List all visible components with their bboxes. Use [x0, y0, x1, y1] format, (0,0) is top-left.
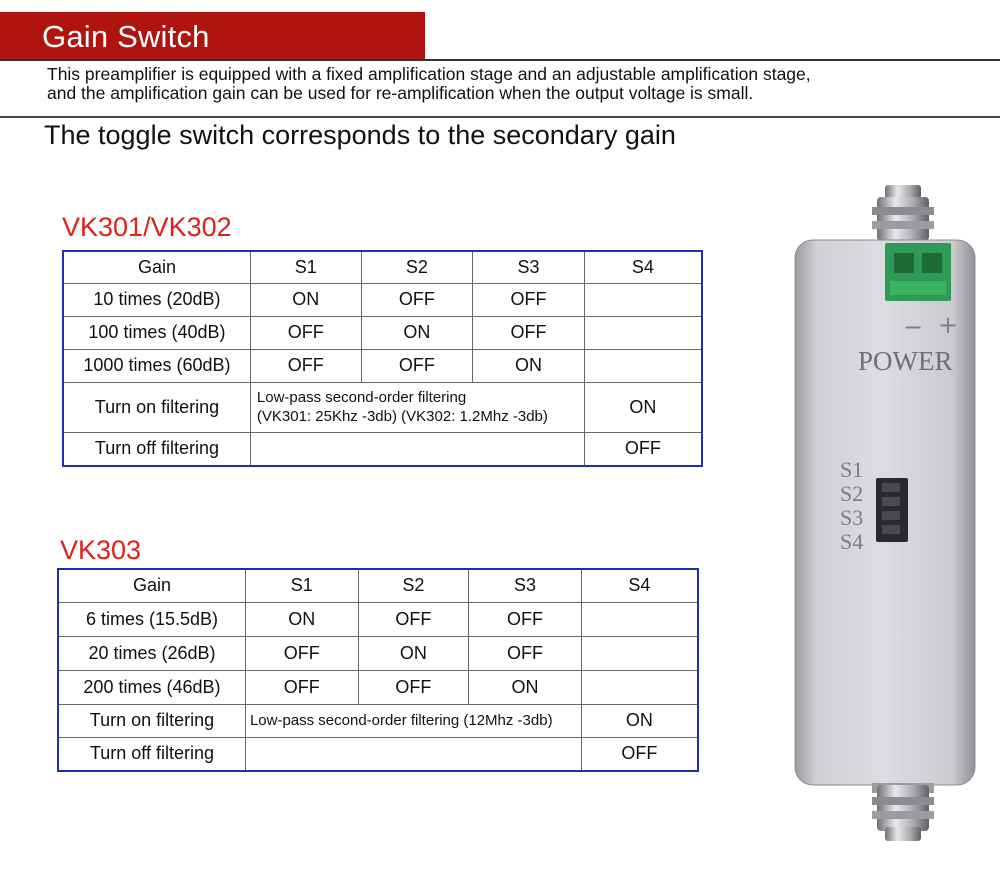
intro-text [47, 65, 987, 103]
switch-state-cell [584, 316, 702, 349]
table-row [63, 316, 702, 349]
gain-cell: 200 times (46dB) [58, 670, 245, 704]
switch-state-cell: ON [473, 349, 585, 382]
switch-state-cell: OFF [584, 432, 702, 466]
switch-state-cell [584, 349, 702, 382]
switch-state-cell: OFF [473, 316, 585, 349]
switch-state-cell: ON [361, 316, 473, 349]
switch-label-s1: S1 [840, 457, 864, 482]
switch-state-cell: OFF [361, 349, 473, 382]
gain-cell: 6 times (15.5dB) [58, 602, 245, 636]
switch-state-cell: ON [581, 704, 698, 737]
switch-state-cell: OFF [358, 670, 469, 704]
switch-state-cell: OFF [250, 316, 361, 349]
header-cell: S2 [361, 251, 473, 283]
switch-state-cell: ON [584, 382, 702, 432]
header-divider [0, 59, 1000, 61]
table-row [58, 670, 698, 704]
filter-note-line-1: Low-pass second-order filtering [256, 389, 467, 406]
switch-state-cell: OFF [469, 602, 582, 636]
filter-off-label: Turn off filtering [58, 737, 245, 771]
dip-switch [876, 478, 908, 542]
header-cell: S1 [250, 251, 361, 283]
power-label: POWER [858, 346, 953, 376]
switch-state-cell: OFF [245, 670, 358, 704]
header-cell: S3 [469, 569, 582, 602]
switch-state-cell: ON [250, 283, 361, 316]
empty-cell [245, 737, 581, 771]
gain-cell: 1000 times (60dB) [63, 349, 250, 382]
preamplifier-device-image [790, 185, 980, 845]
bottom-bnc-connector [872, 783, 934, 841]
filter-off-row [63, 432, 702, 466]
filter-off-label: Turn off filtering [63, 432, 250, 466]
table-row [58, 636, 698, 670]
switch-state-cell [581, 636, 698, 670]
intro-line-1: This preamplifier is equipped with a fixed amplification stage and an adjustable amplification stage, [47, 64, 811, 84]
section-divider [0, 116, 1000, 118]
model-title-vk301-vk302: VK301/VK302 [62, 212, 232, 242]
filter-on-row [63, 382, 702, 432]
switch-state-cell [584, 283, 702, 316]
switch-state-cell [581, 602, 698, 636]
gain-cell: 100 times (40dB) [63, 316, 250, 349]
table-row [58, 602, 698, 636]
power-terminal-block [885, 243, 951, 301]
filter-note: Low-pass second-order filtering (12Mhz -3db) [245, 704, 581, 737]
filter-note-line-2: (VK301: 25Khz -3db) (VK302: 1.2Mhz -3db) [256, 408, 548, 425]
gain-table-vk303 [57, 568, 699, 772]
switch-state-cell: ON [358, 636, 469, 670]
filter-note [250, 382, 584, 432]
header-bar [0, 12, 425, 61]
header-cell: Gain [63, 251, 250, 283]
switch-state-cell: OFF [361, 283, 473, 316]
intro-line-2: and the amplification gain can be used for re-amplification when the output voltage is small. [47, 83, 754, 103]
switch-label-s3: S3 [840, 505, 864, 530]
table-row [63, 349, 702, 382]
switch-state-cell [581, 670, 698, 704]
gain-table-vk301-vk302 [62, 250, 703, 467]
header-cell: Gain [58, 569, 245, 602]
device-illustration [790, 185, 980, 845]
header-cell: S4 [581, 569, 698, 602]
filter-on-label: Turn on filtering [63, 382, 250, 432]
switch-state-cell: OFF [245, 636, 358, 670]
switch-label-s2: S2 [840, 481, 864, 506]
section-subtitle: The toggle switch corresponds to the secondary gain [44, 120, 676, 150]
switch-state-cell: OFF [358, 602, 469, 636]
switch-state-cell: OFF [581, 737, 698, 771]
switch-state-cell: OFF [250, 349, 361, 382]
switch-state-cell: OFF [469, 636, 582, 670]
gain-cell: 10 times (20dB) [63, 283, 250, 316]
table-header-row [63, 251, 702, 283]
filter-on-label: Turn on filtering [58, 704, 245, 737]
header-cell: S2 [358, 569, 469, 602]
table-header-row [58, 569, 698, 602]
switch-state-cell: ON [469, 670, 582, 704]
header-cell: S3 [473, 251, 585, 283]
polarity-minus: − [903, 313, 924, 341]
filter-off-row [58, 737, 698, 771]
model-title-vk303: VK303 [60, 535, 142, 565]
header-cell: S1 [245, 569, 358, 602]
switch-label-s4: S4 [840, 529, 864, 554]
header-cell: S4 [584, 251, 702, 283]
top-bnc-connector [872, 185, 934, 241]
gain-cell: 20 times (26dB) [58, 636, 245, 670]
table-row [63, 283, 702, 316]
page-title: Gain Switch [42, 18, 210, 54]
filter-on-row [58, 704, 698, 737]
switch-state-cell: ON [245, 602, 358, 636]
polarity-plus: + [938, 311, 959, 339]
switch-state-cell: OFF [473, 283, 585, 316]
empty-cell [250, 432, 584, 466]
